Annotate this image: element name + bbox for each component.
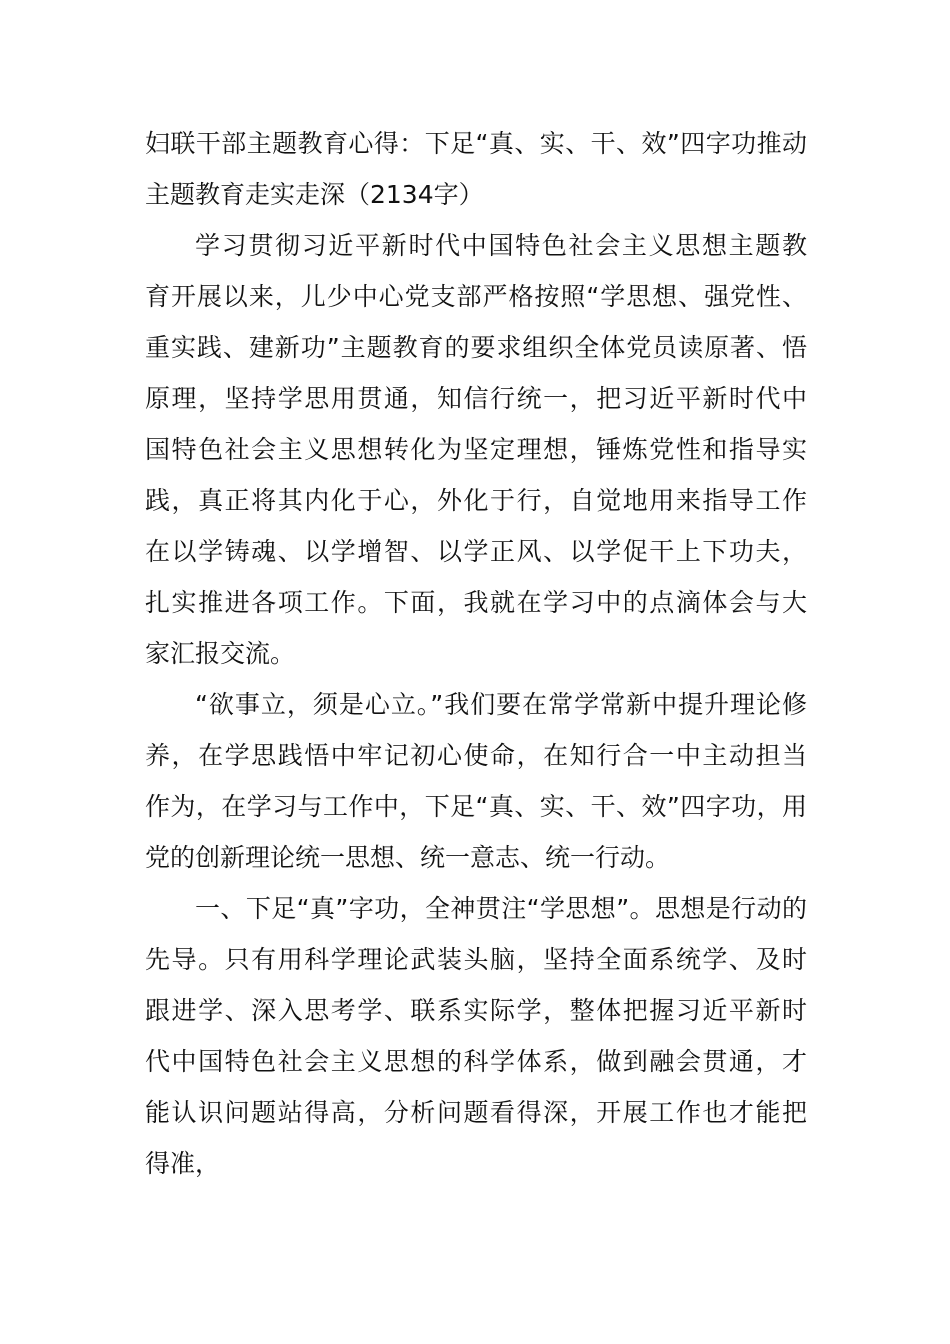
paragraph-line: 代中国特色社会主义思想的科学体系，做到融会贯通，才 (145, 1047, 807, 1076)
document-title (145, 118, 807, 220)
paragraph-line: 扎实推进各项工作。下面，我就在学习中的点滴体会与大 (145, 588, 807, 617)
paragraph-line: 得准， (145, 1149, 221, 1178)
paragraph-line: 原理，坚持学思用贯通，知信行统一，把习近平新时代中 (145, 384, 807, 413)
paragraph-line: 一、下足“真”字功，全神贯注“学思想”。思想是行动的 (195, 894, 807, 923)
paragraph-line: 国特色社会主义思想转化为坚定理想，锤炼党性和指导实 (145, 435, 807, 464)
paragraph-line: “欲事立，须是心立。”我们要在常学常新中提升理论修 (195, 690, 807, 719)
paragraph-line: 养，在学思践悟中牢记初心使命，在知行合一中主动担当 (145, 741, 807, 770)
paragraph-line: 家汇报交流。 (145, 639, 296, 668)
title-line: 妇联干部主题教育心得：下足“真、实、干、效”四字功推动 (145, 129, 807, 158)
paragraph-line: 重实践、建新功”主题教育的要求组织全体党员读原著、悟 (145, 333, 807, 362)
paragraph-line: 先导。只有用科学理论武装头脑，坚持全面系统学、及时 (145, 945, 807, 974)
paragraph-line: 在以学铸魂、以学增智、以学正风、以学促干上下功夫， (145, 537, 807, 566)
paragraph-line: 跟进学、深入思考学、联系实际学，整体把握习近平新时 (145, 996, 807, 1025)
paragraph-3 (145, 883, 807, 1189)
paragraph-line: 践，真正将其内化于心，外化于行，自觉地用来指导工作 (145, 486, 807, 515)
paragraph-line: 能认识问题站得高，分析问题看得深，开展工作也才能把 (145, 1098, 807, 1127)
paragraph-line: 学习贯彻习近平新时代中国特色社会主义思想主题教 (195, 231, 807, 260)
paragraph-line: 作为，在学习与工作中，下足“真、实、干、效”四字功，用 (145, 792, 807, 821)
paragraph-line: 育开展以来，儿少中心党支部严格按照“学思想、强党性、 (145, 282, 807, 311)
paragraph-1 (145, 220, 807, 679)
title-line: 主题教育走实走深（2134字） (145, 180, 484, 209)
paragraph-2 (145, 679, 807, 883)
document-page (145, 118, 807, 1189)
paragraph-line: 党的创新理论统一思想、统一意志、统一行动。 (145, 843, 671, 872)
